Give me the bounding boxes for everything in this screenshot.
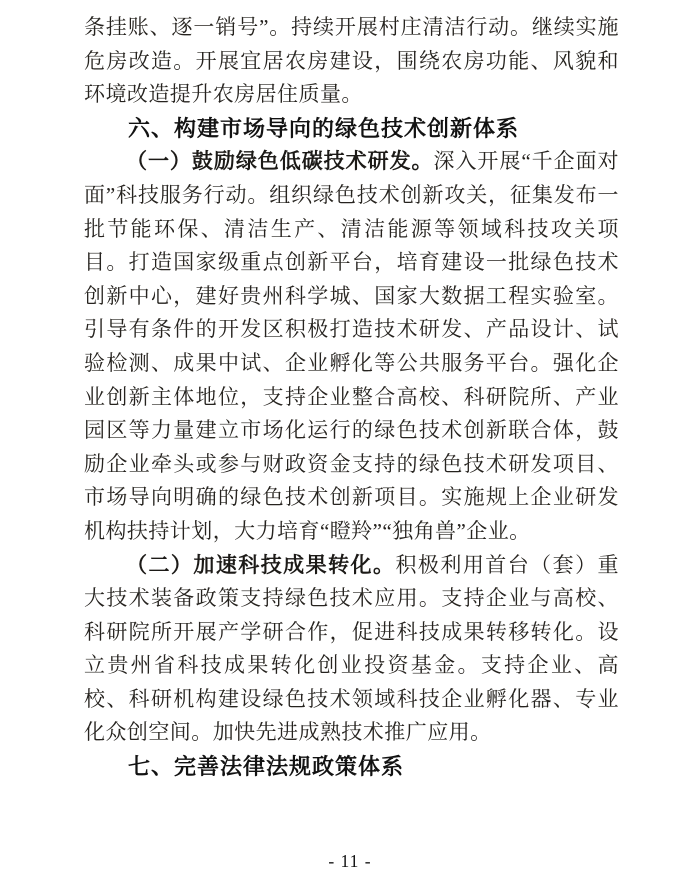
continuation-paragraph: 条挂账、逐一销号”。持续开展村庄清洁行动。继续实施危房改造。开展宜居农房建设，围绕农房功能、风貌和环境改造提升农房居住质量。: [84, 15, 619, 107]
paragraph-two-lead: （二）加速科技成果转化。: [126, 552, 396, 577]
paragraph-two-body: 积极利用首台（套）重大技术装备政策支持绿色技术应用。支持企业与高校、科研院所开展产学研合作，促进科技成果转移转化。设立贵州省科技成果转化创业投资基金。支持企业、高校、科研机构建设绿色技术领域科技企业孵化器、专业化众创空间。加快先进成熟技术推广应用。: [84, 552, 619, 745]
paragraph-one: [84, 145, 619, 548]
section-heading-seven: 七、完善法律法规政策体系: [128, 754, 405, 780]
section-heading-six: 六、构建市场导向的绿色技术创新体系: [128, 115, 520, 141]
paragraph-one-body: 深入开展“千企面对面”科技服务行动。组织绿色技术创新攻关，征集发布一批节能环保、清洁生产、清洁能源等领域科技攻关项目。打造国家级重点创新平台，培育建设一批绿色技术创新中心，建好贵州科学城、国家大数据工程实验室。引导有条件的开发区积极打造技术研发、产品设计、试验检测、成果中试、企业孵化等公共服务平台。强化企业创新主体地位，支持企业整合高校、科研院所、产业园区等力量建立市场化运行的绿色技术创新联合体，鼓励企业牵头或参与财政资金支持的绿色技术研发项目、市场导向明确的绿色技术创新项目。实施规上企业研发机构扶持计划，大力培育“瞪羚”“独角兽”企业。: [84, 149, 619, 543]
page-number: - 11 -: [328, 851, 372, 871]
paragraph-two: [84, 549, 619, 751]
paragraph-one-lead: （一）鼓励绿色低碳技术研发。: [126, 149, 434, 174]
